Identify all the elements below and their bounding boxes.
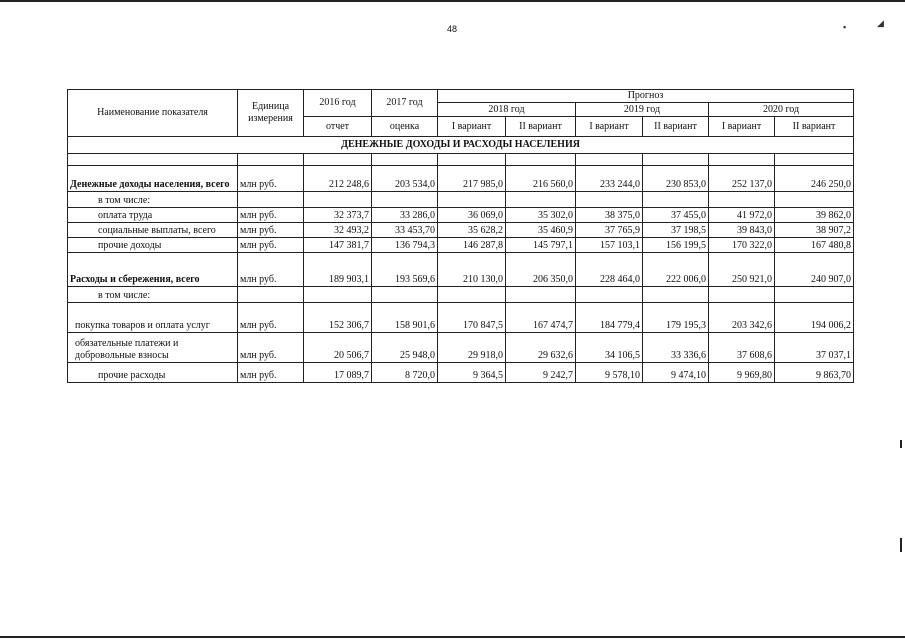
cell-2016: 20 506,7 (304, 333, 372, 363)
cell-2018-v2: 35 302,0 (506, 208, 576, 223)
cell-2020-v1: 250 921,0 (709, 253, 775, 287)
cell-2019-v2: 230 853,0 (643, 166, 709, 192)
row-unit: млн руб. (238, 238, 304, 253)
row-unit: млн руб. (238, 303, 304, 333)
table-row (68, 363, 854, 383)
cell-2018-v1: 36 069,0 (438, 208, 506, 223)
cell-2019-v2: 33 336,6 (643, 333, 709, 363)
cell-2019-v1: 184 779,4 (576, 303, 643, 333)
scan-speck-1: ▪ (843, 22, 847, 32)
header-2020-v1: I вариант (709, 117, 775, 137)
cell-2016: 147 381,7 (304, 238, 372, 253)
row-unit: млн руб. (238, 363, 304, 383)
cell-2019-v1: 157 103,1 (576, 238, 643, 253)
cell-2019-v1: 37 765,9 (576, 223, 643, 238)
row-unit: млн руб. (238, 333, 304, 363)
cell-2017: 25 948,0 (372, 333, 438, 363)
table-row (68, 192, 854, 208)
cell-2019-v1: 228 464,0 (576, 253, 643, 287)
cell-2018-v2: 145 797,1 (506, 238, 576, 253)
row-unit: млн руб. (238, 223, 304, 238)
cell-2018-v1: 9 364,5 (438, 363, 506, 383)
row-label: в том числе: (68, 192, 238, 208)
table-row (68, 208, 854, 223)
header-forecast: Прогноз (438, 90, 854, 103)
cell-2017: 136 794,3 (372, 238, 438, 253)
cell-2019-v1: 9 578,10 (576, 363, 643, 383)
cell-2020-v1: 170 322,0 (709, 238, 775, 253)
cell-2019-v1: 34 106,5 (576, 333, 643, 363)
cell-2018-v1: 35 628,2 (438, 223, 506, 238)
header-estimate: оценка (372, 117, 438, 137)
cell-2020-v2: 9 863,70 (775, 363, 854, 383)
row-unit: млн руб. (238, 166, 304, 192)
cell-2017: 158 901,6 (372, 303, 438, 333)
cell-2018-v1: 217 985,0 (438, 166, 506, 192)
header-unit: Единица измерения (238, 90, 304, 137)
row-label: Денежные доходы населения, всего (68, 166, 238, 192)
row-label: оплата труда (68, 208, 238, 223)
header-indicator: Наименование показателя (68, 90, 238, 137)
header-2018-v1: I вариант (438, 117, 506, 137)
row-label: прочие расходы (68, 363, 238, 383)
cell-2018-v1: 29 918,0 (438, 333, 506, 363)
cell-2019-v1: 233 244,0 (576, 166, 643, 192)
income-expense-table (67, 89, 854, 383)
cell-2019-v2: 9 474,10 (643, 363, 709, 383)
cell-2020-v1: 252 137,0 (709, 166, 775, 192)
row-unit: млн руб. (238, 208, 304, 223)
cell-2020-v1: 37 608,6 (709, 333, 775, 363)
row-unit: млн руб. (238, 253, 304, 287)
table-row (68, 238, 854, 253)
cell-2016: 17 089,7 (304, 363, 372, 383)
cell-2017: 8 720,0 (372, 363, 438, 383)
cell-2018-v2: 216 560,0 (506, 166, 576, 192)
header-2019: 2019 год (576, 103, 709, 117)
cell-2016: 32 493,2 (304, 223, 372, 238)
header-2016: 2016 год (304, 90, 372, 117)
cell-2018-v2: 206 350,0 (506, 253, 576, 287)
cell-2018-v2: 29 632,6 (506, 333, 576, 363)
scan-border-top (0, 0, 905, 2)
header-2020: 2020 год (709, 103, 854, 117)
row-label: покупка товаров и оплата услуг (68, 303, 238, 333)
cell-2018-v2: 9 242,7 (506, 363, 576, 383)
cell-2017: 33 286,0 (372, 208, 438, 223)
cell-2019-v2: 179 195,3 (643, 303, 709, 333)
table-row (68, 223, 854, 238)
cell-2016: 152 306,7 (304, 303, 372, 333)
header-report: отчет (304, 117, 372, 137)
row-label: социальные выплаты, всего (68, 223, 238, 238)
cell-2019-v2: 37 198,5 (643, 223, 709, 238)
scan-mark-right-2 (900, 538, 902, 552)
cell-2019-v2: 156 199,5 (643, 238, 709, 253)
header-2017: 2017 год (372, 90, 438, 117)
cell-2020-v2: 167 480,8 (775, 238, 854, 253)
header-2019-v1: I вариант (576, 117, 643, 137)
table-row (68, 287, 854, 303)
cell-2019-v2: 222 006,0 (643, 253, 709, 287)
cell-2020-v2: 39 862,0 (775, 208, 854, 223)
scan-border-bottom (0, 636, 905, 638)
section-title: ДЕНЕЖНЫЕ ДОХОДЫ И РАСХОДЫ НАСЕЛЕНИЯ (68, 137, 854, 154)
table-row (68, 333, 854, 363)
cell-2020-v1: 41 972,0 (709, 208, 775, 223)
header-2018-v2: II вариант (506, 117, 576, 137)
cell-2020-v2: 246 250,0 (775, 166, 854, 192)
page-number: 48 (447, 24, 458, 34)
row-label: прочие доходы (68, 238, 238, 253)
cell-2020-v2: 37 037,1 (775, 333, 854, 363)
cell-2020-v1: 39 843,0 (709, 223, 775, 238)
scan-speck-2: ◢ (877, 18, 884, 28)
row-label: обязательные платежи и добровольные взносы (68, 333, 238, 363)
table-row (68, 253, 854, 287)
cell-2018-v2: 35 460,9 (506, 223, 576, 238)
cell-2017: 33 453,70 (372, 223, 438, 238)
cell-2017: 193 569,6 (372, 253, 438, 287)
header-2018: 2018 год (438, 103, 576, 117)
cell-2020-v1: 9 969,80 (709, 363, 775, 383)
row-label: Расходы и сбережения, всего (68, 253, 238, 287)
cell-2016: 212 248,6 (304, 166, 372, 192)
cell-2016: 189 903,1 (304, 253, 372, 287)
cell-2018-v1: 210 130,0 (438, 253, 506, 287)
cell-2020-v1: 203 342,6 (709, 303, 775, 333)
cell-2018-v2: 167 474,7 (506, 303, 576, 333)
cell-2019-v2: 37 455,0 (643, 208, 709, 223)
header-2020-v2: II вариант (775, 117, 854, 137)
cell-2020-v2: 38 907,2 (775, 223, 854, 238)
cell-2018-v1: 146 287,8 (438, 238, 506, 253)
table-row (68, 166, 854, 192)
cell-2016: 32 373,7 (304, 208, 372, 223)
table-row (68, 303, 854, 333)
cell-2018-v1: 170 847,5 (438, 303, 506, 333)
row-label: в том числе: (68, 287, 238, 303)
header-2019-v2: II вариант (643, 117, 709, 137)
scan-mark-right-1 (900, 440, 902, 448)
cell-2020-v2: 240 907,0 (775, 253, 854, 287)
cell-2017: 203 534,0 (372, 166, 438, 192)
cell-2020-v2: 194 006,2 (775, 303, 854, 333)
cell-2019-v1: 38 375,0 (576, 208, 643, 223)
